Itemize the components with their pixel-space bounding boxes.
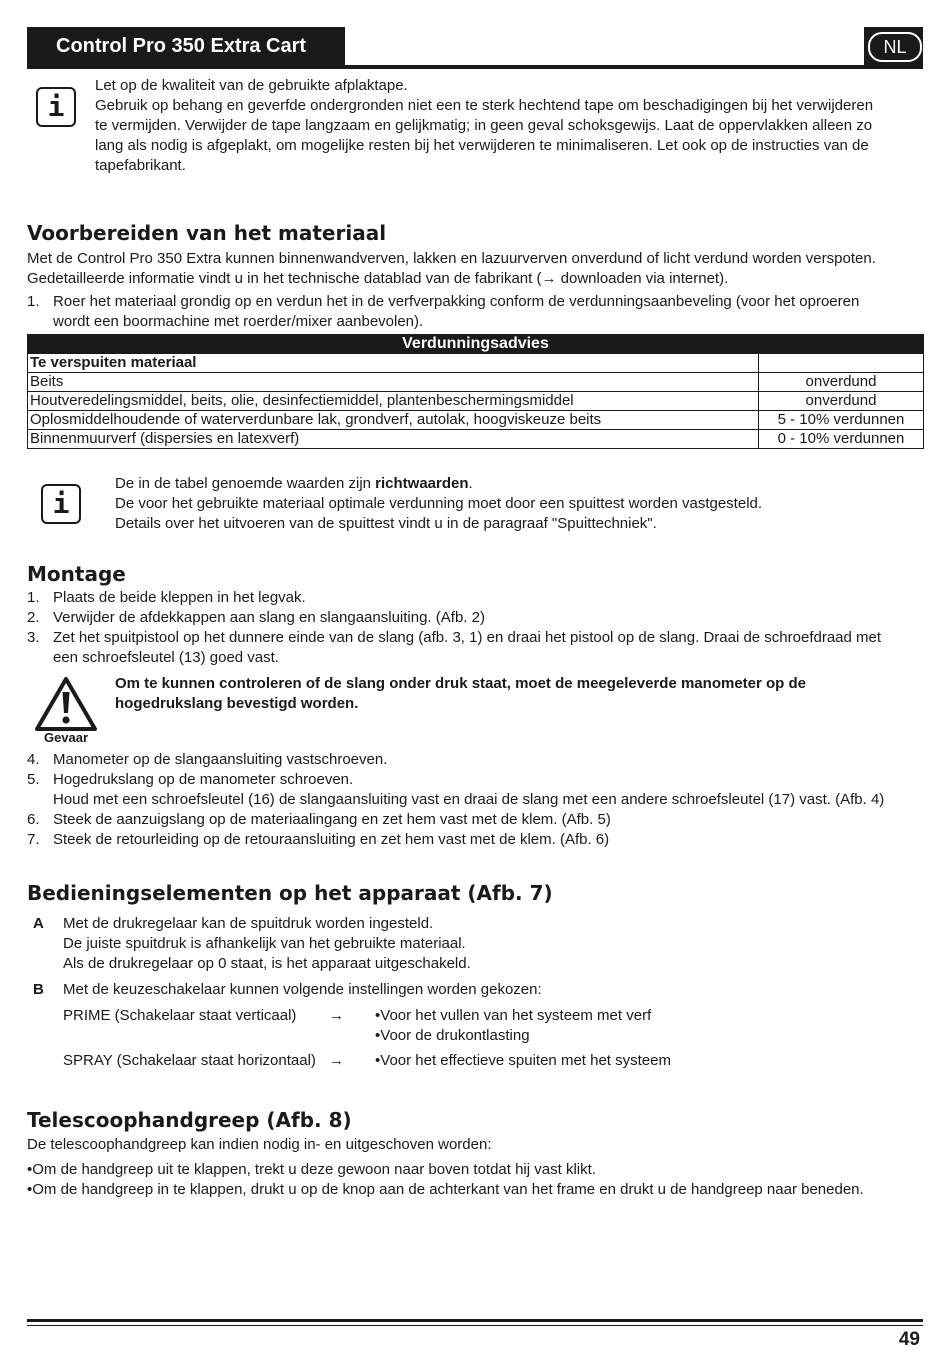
control-b-text: Met de keuzeschakelaar kunnen volgende instellingen worden gekozen: xyxy=(63,981,542,998)
list-text: Plaats de beide kleppen in het legvak. xyxy=(53,589,306,606)
list-item xyxy=(27,810,923,830)
list-number: 1. xyxy=(27,293,40,310)
arrow-right-icon: → xyxy=(329,1007,344,1024)
page-number: 49 xyxy=(898,1329,920,1350)
list-item xyxy=(27,608,923,628)
control-label-b: B xyxy=(33,981,44,998)
bullet-icon: • xyxy=(27,1181,33,1198)
table-row xyxy=(28,430,924,449)
table-cell xyxy=(759,354,924,373)
footer-rule xyxy=(27,1319,923,1322)
list-number: 3. xyxy=(27,629,40,646)
control-line: Met de drukregelaar kan de spuitdruk worden ingesteld. xyxy=(63,915,434,932)
bullet-text: Voor het vullen van het systeem met verf xyxy=(380,1007,652,1024)
footer-rule xyxy=(27,1325,923,1326)
list-item xyxy=(27,588,923,608)
section-heading-telescope: Telescoophandgreep (Afb. 8) xyxy=(27,1108,352,1132)
bullet-icon: • xyxy=(375,1052,381,1069)
info-line: Details over het uitvoeren van de spuittest vindt u in de paragraaf "Spuittechniek". xyxy=(115,515,657,532)
section-heading-controls: Bedieningselementen op het apparaat (Afb. 7) xyxy=(27,881,553,905)
table-cell: Beits xyxy=(28,373,759,392)
control-line: Als de drukregelaar op 0 staat, is het apparaat uitgeschakeld. xyxy=(63,955,471,972)
list-number: 7. xyxy=(27,831,40,848)
bullet-item xyxy=(27,1160,923,1180)
table-column-header: Te verspuiten materiaal xyxy=(28,354,759,373)
bullet-text: Voor het effectieve spuiten met het systeem xyxy=(380,1052,671,1069)
info-line: De voor het gebruikte materiaal optimale verdunning moet door een spuittest worden vastgesteld. xyxy=(115,495,763,512)
info-line: Let op de kwaliteit van de gebruikte afplaktape. xyxy=(95,77,408,94)
prime-label: PRIME (Schakelaar staat verticaal) xyxy=(63,1007,297,1024)
list-number: 1. xyxy=(27,589,40,606)
info-text: De in de tabel genoemde waarden zijn xyxy=(115,475,376,492)
table-cell: onverdund xyxy=(759,392,924,411)
list-number: 5. xyxy=(27,771,40,788)
warning-text xyxy=(115,674,923,714)
section-heading-montage: Montage xyxy=(27,562,126,586)
dilution-table xyxy=(27,334,924,449)
list-text: Steek de aanzuigslang op de materiaalingang en zet hem vast met de klem. (Afb. 5) xyxy=(53,811,611,828)
bullet-text: Om de handgreep in te klappen, drukt u op de knop aan de achterkant van het frame en drukt u de handgreep naar beneden. xyxy=(32,1181,864,1198)
montage-steps-cont xyxy=(27,750,923,850)
list-number: 6. xyxy=(27,811,40,828)
info-line: Gebruik op behang en geverfde ondergronden niet een te sterk hechtend tape om beschadigingen bij het verwijderen xyxy=(95,97,874,114)
list-text: Houd met een schroefsleutel (16) de slangaansluiting vast en draai de slang met een andere schroefsleutel (17) vast. (Afb. 4) xyxy=(53,791,885,808)
control-line: De juiste spuitdruk is afhankelijk van het gebruikte materiaal. xyxy=(63,935,466,952)
prime-bullets xyxy=(375,1006,651,1046)
bullet-icon: • xyxy=(375,1007,381,1024)
table-title: Verdunningsadvies xyxy=(28,335,924,354)
warning-line: hogedrukslang bevestigd worden. xyxy=(115,695,359,712)
table-row xyxy=(28,373,924,392)
bullet-item xyxy=(375,1006,651,1026)
table-row xyxy=(28,392,924,411)
header-rule xyxy=(27,65,923,69)
section-heading-material: Voorbereiden van het materiaal xyxy=(27,221,387,245)
control-a-text xyxy=(63,914,923,974)
bullet-icon: • xyxy=(27,1161,33,1178)
list-number: 2. xyxy=(27,609,40,626)
spray-label: SPRAY (Schakelaar staat horizontaal) xyxy=(63,1052,316,1069)
bullet-item xyxy=(27,1180,923,1200)
info-text-bold: richtwaarden xyxy=(375,475,469,492)
list-text: Roer het materiaal grondig op en verdun het in de verfverpakking conform de verdunningsaanbeveling (voor het oproeren xyxy=(53,293,860,310)
list-number: 4. xyxy=(27,751,40,768)
table-cell: Binnenmuurverf (dispersies en latexverf) xyxy=(28,430,759,449)
list-text: Hogedrukslang op de manometer schroeven. xyxy=(53,771,354,788)
list-item xyxy=(27,770,923,790)
document-title: Control Pro 350 Extra Cart xyxy=(27,27,345,65)
table-cell: Houtveredelingsmiddel, beits, olie, desinfectiemiddel, plantenbeschermingsmiddel xyxy=(28,392,759,411)
info-note-dilution xyxy=(115,474,923,534)
control-label-a: A xyxy=(33,915,44,932)
table-cell: 5 - 10% verdunnen xyxy=(759,411,924,430)
bullet-item xyxy=(375,1051,671,1071)
list-item xyxy=(27,790,923,810)
list-text: Steek de retourleiding op de retouraansluiting en zet hem vast met de klem. (Afb. 6) xyxy=(53,831,610,848)
bullet-text: Voor de drukontlasting xyxy=(380,1027,530,1044)
bullet-icon: • xyxy=(375,1027,381,1044)
montage-steps xyxy=(27,588,923,668)
list-item xyxy=(27,292,923,312)
table-cell: onverdund xyxy=(759,373,924,392)
info-line: tapefabrikant. xyxy=(95,157,186,174)
spray-bullets xyxy=(375,1051,671,1071)
info-icon: i xyxy=(36,87,76,127)
list-text: Verwijder de afdekkappen aan slang en slangaansluiting. (Afb. 2) xyxy=(53,609,485,626)
telescope-bullets xyxy=(27,1160,923,1200)
language-badge: NL xyxy=(868,32,922,62)
list-text-cont: wordt een boormachine met roerder/mixer aanbevolen). xyxy=(53,313,424,330)
info-line: te vermijden. Verwijder de tape langzaam en gelijkmatig; in geen geval schoksgewijs. Laat de oppervlakken alleen zo xyxy=(95,117,873,134)
list-item xyxy=(27,628,923,648)
info-icon: i xyxy=(41,484,81,524)
section-intro: Met de Control Pro 350 Extra kunnen binnenwandverven, lakken en lazuurverven onverdund of licht verdund worden verspoten. xyxy=(27,250,876,267)
info-note-tape xyxy=(95,76,925,176)
bullet-text: Om de handgreep uit te klappen, trekt u deze gewoon naar boven totdat hij vast klikt. xyxy=(32,1161,596,1178)
telescope-intro: De telescoophandgreep kan indien nodig in- en uitgeschoven worden: xyxy=(27,1136,492,1153)
list-text: Zet het spuitpistool op het dunnere einde van de slang (afb. 3, 1) en draai het pistool op de slang. Draai de schroefdraad met xyxy=(53,629,882,646)
section-intro: Gedetailleerde informatie vindt u in het technische datablad van de fabrikant (→ downloaden via internet). xyxy=(27,270,729,287)
warning-label: Gevaar xyxy=(43,730,89,745)
list-text: Manometer op de slangaansluiting vastschroeven. xyxy=(53,751,388,768)
table-cell: 0 - 10% verdunnen xyxy=(759,430,924,449)
list-item xyxy=(27,750,923,770)
table-row xyxy=(28,411,924,430)
info-line xyxy=(115,474,923,494)
bullet-item xyxy=(375,1026,651,1046)
info-line: lang als nodig is afgeplakt, om mogelijke resten bij het verwijderen te minimaliseren. Let ook op de instructies van de xyxy=(95,137,869,154)
arrow-right-icon: → xyxy=(329,1052,344,1069)
info-text: . xyxy=(468,475,473,492)
warning-line: Om te kunnen controleren of de slang onder druk staat, moet de meegeleverde manometer op de xyxy=(115,675,806,692)
warning-triangle-icon xyxy=(33,675,99,733)
table-cell: Oplosmiddelhoudende of waterverdunbare lak, grondverf, autolak, hoogviskeuze beits xyxy=(28,411,759,430)
list-item xyxy=(27,830,923,850)
list-text-cont: een schroefsleutel (13) goed vast. xyxy=(53,649,279,666)
